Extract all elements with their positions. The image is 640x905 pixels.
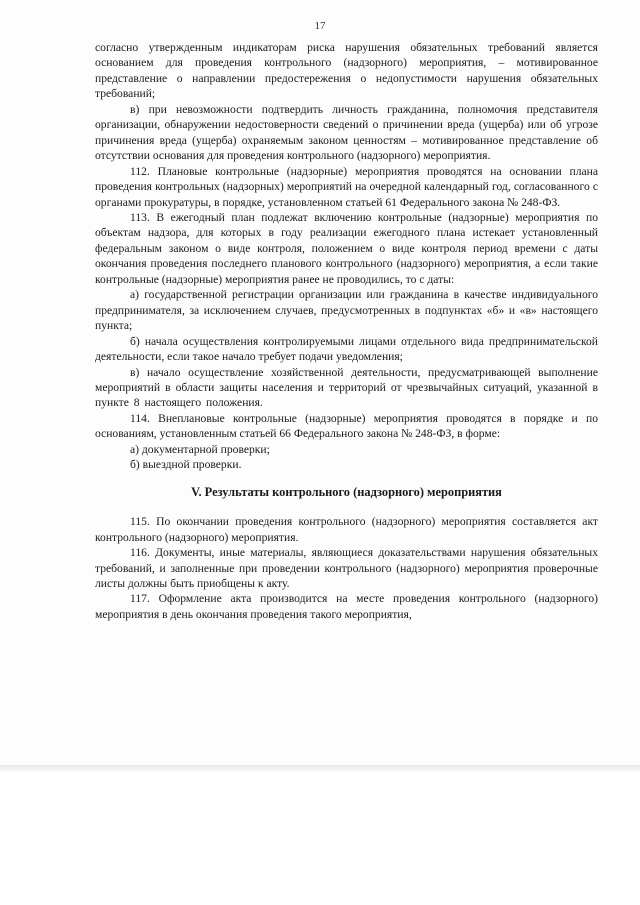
paragraph-113: 113. В ежегодный план подлежат включению контрольные (надзорные) мероприятия по объектам надзора, для которых в году реализации ежегодного плана истекает установленный федеральным законом о виде контроля, положением о виде контроля период времени с даты окончания проведения последнего планового контрольного (надзорного) мероприятия, а если такие контрольные (надзорные) мероприятия ранее не проводились, то с даты: <box>95 210 598 286</box>
paragraph-113-a: а) государственной регистрации организации или гражданина в качестве индивидуального предпринимателя, за исключением случаев, предусмотренных в подпунктах «б» и «в» настоящего пункта; <box>95 288 598 333</box>
paragraph-117: 117. Оформление акта производится на месте проведения контрольного (надзорного) мероприятия в день окончания проведения такого мероприятия, <box>95 592 598 621</box>
paragraph-114: 114. Внеплановые контрольные (надзорные) мероприятия проводятся в порядке и по основаниям, установленным статьей 66 Федерального закона № 248-ФЗ, в форме: <box>95 411 598 441</box>
paragraph-116: 116. Документы, иные материалы, являющиеся доказательствами нарушения обязательных требований, и заполненные при проведении контрольного (надзорного) мероприятия проверочные листы должны быть приобщены к акту. <box>95 546 598 590</box>
paragraph-113-b: б) начала осуществления контролируемыми лицами отдельного вида предпринимательской деятельности, если такое начало требует подачи уведомления; <box>95 334 598 364</box>
page-number: 17 <box>314 20 326 32</box>
paragraph-114-b: б) выездной проверки. <box>130 458 242 472</box>
paragraph-115: 115. По окончании проведения контрольного (надзорного) мероприятия составляется акт контрольного (надзорного) мероприятия. <box>95 515 598 544</box>
paragraph-item-v: в) при невозможности подтвердить личность гражданина, полномочия представителя организации, обнаружении недостоверности сведений о причинении вреда (ущерба) или об угрозе причинения вреда (ущерба) охраняемым законом ценностям – мотивированное представление об отсутствии основания для проведения контрольного (надзорного) мероприятия. <box>95 102 598 163</box>
paragraph-continuation: согласно утвержденным индикаторам риска нарушения обязательных требований является основанием для проведения контрольного (надзорного) мероприятия, – мотивированное представление о направлении предостережения о недопустимости нарушения обязательных требований; <box>95 41 598 101</box>
paragraph-114-a: а) документарной проверки; <box>130 442 270 456</box>
page-edge-shadow <box>0 765 640 773</box>
paragraph-113-v: в) начало осуществление хозяйственной деятельности, предусматривающей выполнение мероприятий в области защиты населения и территорий от чрезвычайных ситуаций, указанной в пункте 8 настоящего положения. <box>95 365 598 410</box>
section-heading: V. Результаты контрольного (надзорного) мероприятия <box>191 484 502 499</box>
page-body <box>95 40 598 622</box>
paragraph-112: 112. Плановые контрольные (надзорные) мероприятия проводятся на основании плана проведения контрольных (надзорных) мероприятий на очередной календарный год, согласованного с органами прокуратуры, в порядке, установленном статьей 61 Федерального закона № 248-ФЗ. <box>95 164 598 209</box>
